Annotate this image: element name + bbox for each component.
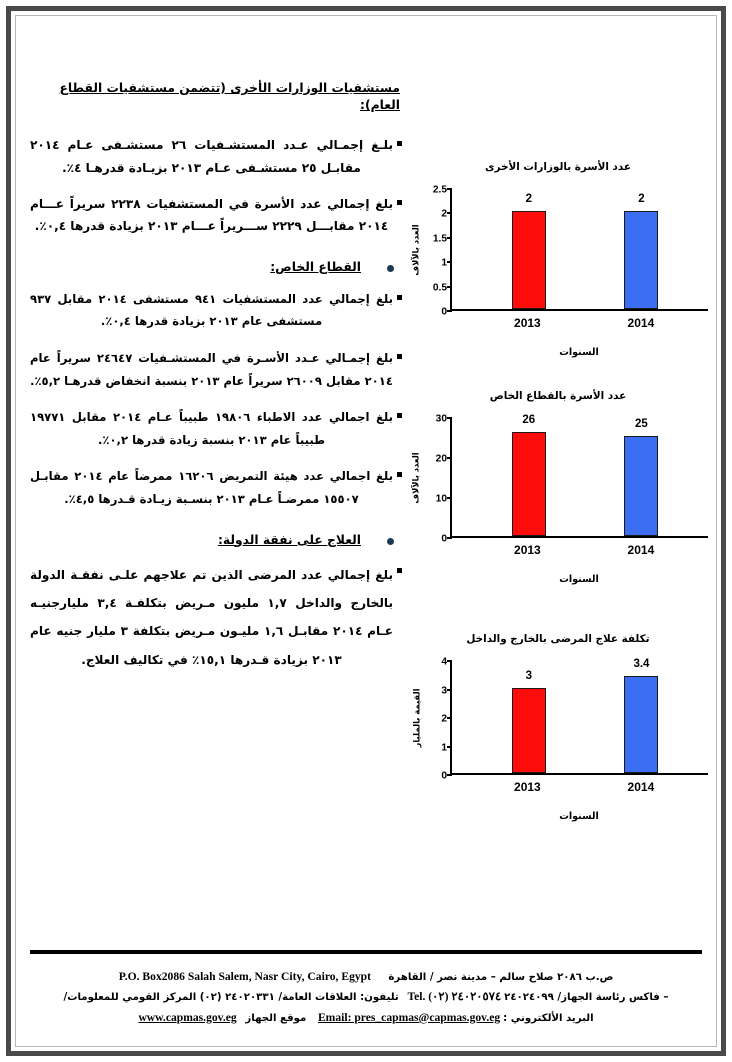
- y-tick-mark: [447, 417, 452, 419]
- text-column: [30, 66, 402, 946]
- bullet-item: [30, 134, 402, 179]
- chart-plot-row: [408, 656, 708, 782]
- square-bullet-icon: [397, 200, 402, 205]
- y-tick-label: 1: [441, 742, 447, 753]
- chart-y-tick-labels: [424, 413, 450, 545]
- bullet-item: [30, 347, 402, 392]
- bullet-text: بلغ اجمالي عدد الاطباء ١٩٨٠٦ طبيباً عـام ٢٠١٤ مقابل ١٩٧٧١ طبيباً عام ٢٠١٣ بنسبة زيادة قدرها ٠,٢٪.: [30, 410, 394, 447]
- y-tick-label: 1.5: [432, 233, 447, 245]
- y-tick-label: 0: [441, 306, 447, 318]
- y-tick-mark: [447, 746, 452, 748]
- y-tick-mark: [447, 660, 452, 662]
- chart-y-axis-title: العدد بالآلاف: [411, 452, 422, 504]
- x-category-label: 2014: [627, 316, 655, 330]
- disc-bullet-icon: [387, 538, 394, 545]
- footer-phone-arabic-end: – فاكس رئاسة الجهاز/ ٢٤٠٢٤٠٩٩: [504, 992, 669, 1004]
- disc-bullet-icon: [387, 265, 394, 272]
- chart-y-axis-title: القيمة بالمليار: [411, 688, 421, 748]
- heading-private-sector: القطاع الخاص:: [270, 259, 361, 274]
- footer-phone-arabic-start: تليفون: العلاقات العامة/ ٢٤٠٢٠٣٣١ (٠٢) المركز القومي للمعلومات/: [63, 992, 399, 1004]
- footer-email-link[interactable]: Email: pres_capmas@capmas.gov.eg: [317, 1010, 501, 1024]
- bullet-text: بلغ اجمالي عدد هيئة التمريض ١٦٢٠٦ ممرضاً عام ٢٠١٤ مقابـل ١٥٥٠٧ ممرضـاً عـام ٢٠١٣ بنسـبة زيـادة قـدرها ٤,٥٪.: [30, 469, 394, 506]
- footer-web-line: [30, 1008, 702, 1028]
- y-tick-mark: [447, 457, 452, 459]
- bullet-text: بلـغ إجمـالي عـدد المستشـفيات ٢٦ مستشـفى عـام ٢٠١٤ مقابـل ٢٥ مستشـفى عـام ٢٠١٣ بزيـادة قدرهـا ٤٪.: [30, 138, 393, 175]
- bullet-item: [30, 193, 402, 238]
- footer-divider: [30, 950, 702, 954]
- chart-plot-area: [450, 414, 708, 538]
- heading-state-expense: العلاج على نفقة الدولة:: [217, 532, 361, 547]
- bar-2014: [624, 211, 658, 309]
- bar-value-label: 25: [635, 418, 648, 430]
- y-tick-mark: [447, 286, 452, 288]
- y-tick-label: 2: [441, 208, 447, 220]
- bar-2013: [512, 432, 546, 536]
- y-tick-label: 3: [441, 685, 447, 696]
- square-bullet-icon: [397, 472, 402, 477]
- chart-treatment-cost: [408, 633, 708, 822]
- footer-site-link[interactable]: www.capmas.gov.eg: [138, 1010, 237, 1024]
- bullet-text: بلغ إجمالي عدد المستشفيات ٩٤١ مستشفى ٢٠١٤ مقابل ٩٣٧ مستشفى عام ٢٠١٣ بزيادة قدرها ٠,٤٪.: [30, 291, 394, 329]
- charts-column: [408, 66, 718, 946]
- bullet-item: [30, 406, 402, 451]
- chart-plot-area: [450, 658, 708, 775]
- footer-address-line: [30, 967, 702, 987]
- heading-other-ministries: مستشفيات الوزارات الأخرى (تتضمن مستشفيات القطاع العام):: [59, 81, 400, 113]
- y-tick-mark: [447, 237, 452, 239]
- section-header-private: [30, 260, 402, 274]
- footer: [30, 967, 702, 1028]
- bar-value-label: 3.4: [633, 658, 650, 671]
- two-column-body: [30, 66, 720, 946]
- square-bullet-icon: [397, 568, 402, 573]
- bar-value-label: 2: [525, 193, 532, 206]
- chart-x-tick-labels: [450, 311, 708, 335]
- y-tick-mark: [447, 212, 452, 214]
- y-tick-mark: [447, 188, 452, 190]
- bullet-item: [30, 561, 402, 675]
- y-tick-label: 30: [435, 413, 447, 425]
- x-category-label: 2014: [627, 780, 655, 794]
- y-tick-label: 20: [435, 453, 447, 465]
- y-tick-label: 0: [441, 770, 447, 782]
- footer-phone-latin: Tel. (٠٢) ٢٤٠٢٠٥٧٤: [407, 990, 502, 1004]
- y-tick-mark: [447, 689, 452, 691]
- chart-plot-row: [408, 184, 708, 318]
- chart-y-tick-labels: [424, 184, 450, 318]
- bar-2013: [512, 211, 546, 309]
- chart-plot-area: [450, 189, 708, 311]
- chart-x-axis-title: السنوات: [559, 574, 599, 585]
- bar-value-label: 26: [522, 414, 536, 426]
- chart-plot-row: [408, 413, 708, 545]
- footer-site-label: موقع الجهاز: [245, 1012, 307, 1024]
- y-tick-mark: [447, 497, 452, 499]
- square-bullet-icon: [397, 141, 402, 146]
- x-category-label: 2013: [514, 543, 541, 557]
- bullet-item: [30, 288, 402, 333]
- bullet-text: بلغ إجمالي عدد الأسرة في المستشفيات ٢٢٣٨ سريراً عـــام ٢٠١٤ مقابـــل ٢٢٢٩ ســـريراً عـــام ٢٠١٣ بزيادة قدرها ٠,٤٪.: [30, 197, 393, 234]
- chart-title: تكلفة علاج المرضى بالخارج والداخل: [466, 633, 650, 645]
- chart-x-tick-labels: [450, 538, 708, 562]
- footer-address-latin: P.O. Box2086 Salah Salem, Nasr City, Cairo, Egypt: [118, 970, 371, 984]
- chart-x-tick-labels: [450, 775, 708, 799]
- footer-address-arabic: ص.ب ٢٠٨٦ صلاح سالم – مدينة نصر / القاهرة: [388, 972, 614, 984]
- x-category-label: 2013: [514, 780, 541, 794]
- bullet-text: بلغ إجمـالي عـدد الأسـرة في المستشـفيات ٢٤٦٤٧ سريراً عام ٢٠١٤ مقابل ٢٦٠٠٩ سريراً عام ٢٠١٣ بنسبة انخفاض قدرهـا ٥,٢٪.: [30, 351, 394, 388]
- chart-y-axis-title: العدد بالآلاف: [411, 224, 422, 276]
- footer-email-label: البريد الألكتروني :: [503, 1012, 594, 1024]
- chart-x-axis-title: السنوات: [559, 811, 599, 822]
- bar-2014: [624, 676, 658, 773]
- y-tick-mark: [447, 717, 452, 719]
- footer-phone-line: [30, 987, 702, 1007]
- y-tick-label: 1: [441, 257, 447, 269]
- section-header-state-expense: [30, 533, 402, 547]
- y-tick-label: 0: [441, 533, 447, 545]
- page-content: [16, 16, 716, 1046]
- chart-beds-private-sector: [408, 390, 708, 585]
- bar-value-label: 3: [525, 669, 532, 682]
- bullet-item: [30, 465, 402, 510]
- y-tick-label: 4: [441, 656, 447, 668]
- x-category-label: 2014: [627, 543, 655, 557]
- y-tick-label: 0.5: [432, 282, 447, 294]
- x-category-label: 2013: [514, 316, 541, 330]
- chart-title: عدد الأسرة بالوزارات الأخرى: [485, 161, 631, 173]
- chart-x-axis-title: السنوات: [559, 347, 599, 358]
- square-bullet-icon: [397, 354, 402, 359]
- bar-2013: [512, 688, 546, 774]
- bar-2014: [624, 436, 658, 536]
- square-bullet-icon: [397, 295, 402, 300]
- bullet-text: بلغ إجمالي عدد المرضى الذين تم علاجهم علـى نفقـة الدولة بالخارج والداخل ١,٧ مليون مـريض بتكلفـة ٣,٤ مليارجنيـه عـام ٢٠١٤ مقابـل ١,٦ مليـون مـريض بتكلفة ٣ مليار جنيه عام ٢٠١٣ بزيادة قـدرها ١٥,١٪ في تكاليف العلاج.: [30, 567, 394, 667]
- chart-beds-other-ministries: [408, 161, 708, 358]
- y-tick-label: 2: [441, 713, 447, 725]
- bar-value-label: 2: [638, 193, 645, 206]
- y-tick-mark: [447, 261, 452, 263]
- square-bullet-icon: [397, 413, 402, 418]
- y-tick-label: 10: [435, 493, 447, 505]
- page-border-inner: [15, 15, 717, 1047]
- y-tick-label: 2.5: [432, 184, 447, 196]
- chart-title: عدد الأسرة بالقطاع الخاص: [489, 390, 627, 402]
- page-border-outer: [6, 6, 726, 1056]
